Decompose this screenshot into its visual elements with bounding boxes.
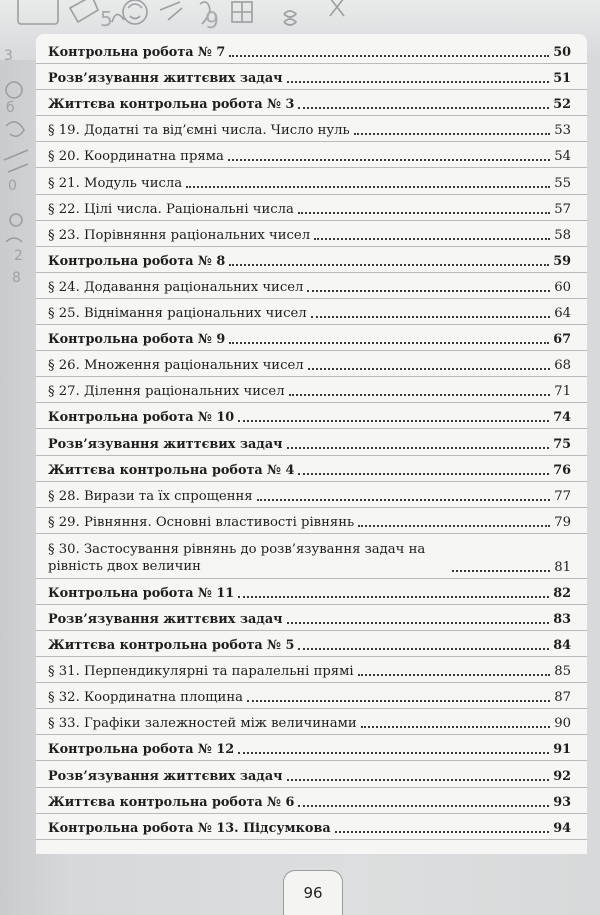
toc-entry-title: § 27. Ділення раціональних чисел — [48, 384, 285, 400]
toc-entry-title: Контрольна робота № 9 — [48, 332, 226, 348]
toc-entry-page: 60 — [554, 279, 571, 295]
dot-leader — [311, 315, 551, 318]
toc-entry-title: § 20. Координатна пряма — [48, 149, 224, 165]
toc-entry — [36, 38, 587, 64]
dot-leader — [238, 595, 549, 598]
toc-entry-page: 87 — [554, 690, 571, 706]
toc-entry — [36, 657, 587, 683]
toc-entry — [36, 605, 587, 631]
toc-entry-page: 71 — [554, 384, 571, 400]
toc-entry-page: 58 — [554, 227, 571, 243]
toc-entry-title: Контрольна робота № 13. Підсумкова — [48, 820, 331, 836]
toc-entry — [36, 429, 587, 455]
toc-entry-title: § 21. Модуль числа — [48, 175, 183, 191]
toc-entry-title: Розв’язування життєвих задач — [48, 611, 283, 627]
dot-leader — [354, 132, 550, 135]
toc-entry-page: 94 — [553, 820, 571, 836]
toc-entry — [36, 299, 587, 325]
toc-entry-title: § 28. Вирази та їх спрощення — [48, 488, 253, 504]
dot-leader — [186, 185, 550, 188]
toc-entry-title: Контрольна робота № 10 — [48, 410, 235, 426]
svg-text:5: 5 — [100, 7, 113, 31]
dot-leader — [298, 647, 549, 650]
toc-list — [36, 38, 587, 840]
dot-leader — [358, 524, 550, 527]
toc-entry-page: 75 — [553, 436, 571, 452]
toc-entry-title: Розв’язування життєвих задач — [48, 71, 283, 87]
dot-leader — [229, 341, 549, 344]
dot-leader — [287, 621, 550, 624]
dot-leader — [238, 419, 549, 422]
toc-entry-title: Життєва контрольна робота № 4 — [48, 462, 295, 478]
toc-entry — [36, 325, 587, 351]
toc-entry-title: § 33. Графіки залежностей між величинами — [48, 716, 357, 732]
dot-leader — [308, 367, 551, 370]
toc-entry — [36, 788, 587, 814]
toc-entry-page: 67 — [553, 332, 571, 348]
toc-entry-page: 91 — [553, 742, 571, 758]
toc-entry-page: 82 — [553, 585, 571, 601]
dot-leader — [314, 237, 550, 240]
toc-entry-title: § 25. Віднімання раціональних чисел — [48, 306, 307, 322]
toc-entry-page: 64 — [554, 306, 571, 322]
toc-entry — [36, 168, 587, 194]
toc-entry-title: Контрольна робота № 8 — [48, 253, 226, 269]
toc-entry — [36, 221, 587, 247]
toc-entry — [36, 403, 587, 429]
toc-entry-title: § 32. Координатна площина — [48, 690, 243, 706]
dot-leader — [298, 804, 549, 807]
toc-entry-title: Контрольна робота № 7 — [48, 45, 226, 61]
toc-entry-page: 76 — [553, 462, 571, 478]
dot-leader — [247, 699, 550, 702]
svg-text:б: б — [6, 100, 15, 116]
toc-entry-page: 79 — [554, 514, 571, 530]
toc-entry-page: 81 — [554, 559, 571, 575]
toc-entry — [36, 508, 587, 534]
toc-entry-page: 68 — [554, 358, 571, 374]
toc-entry-page: 84 — [553, 638, 571, 654]
toc-entry-title: § 31. Перпендикулярні та паралельні прямі — [48, 664, 354, 680]
svg-text:2: 2 — [14, 248, 23, 264]
dot-leader — [238, 751, 549, 754]
toc-entry — [36, 814, 587, 840]
toc-entry-title: Контрольна робота № 12 — [48, 742, 235, 758]
svg-text:3: 3 — [4, 48, 13, 64]
toc-entry-title: Розв’язування життєвих задач — [48, 768, 283, 784]
toc-entry-page: 51 — [553, 71, 571, 87]
dot-leader — [298, 211, 550, 214]
dot-leader — [335, 830, 550, 833]
table-of-contents — [36, 34, 587, 854]
toc-entry-page: 50 — [553, 45, 571, 61]
toc-entry-title: Розв’язування життєвих задач — [48, 436, 283, 452]
dot-leader — [229, 263, 549, 266]
dot-leader — [257, 498, 551, 501]
svg-text:0: 0 — [8, 178, 17, 194]
toc-entry — [36, 683, 587, 709]
toc-entry — [36, 579, 587, 605]
toc-entry-title: § 30. Застосування рівнянь до розв’язування задач на рівність двох величин — [48, 541, 426, 574]
toc-entry-title: § 26. Множення раціональних чисел — [48, 358, 304, 374]
toc-entry — [36, 116, 587, 142]
decorative-side-illustration — [0, 30, 36, 330]
toc-entry-page: 90 — [554, 716, 571, 732]
toc-entry-page: 93 — [553, 794, 571, 810]
toc-entry — [36, 142, 587, 168]
toc-entry-title: Життєва контрольна робота № 6 — [48, 794, 295, 810]
toc-entry-title: § 29. Рівняння. Основні властивості рівнянь — [48, 514, 355, 530]
toc-entry — [36, 482, 587, 508]
toc-entry — [36, 273, 587, 299]
toc-entry-page: 74 — [553, 410, 571, 426]
toc-entry-page: 54 — [554, 149, 571, 165]
toc-entry-page: 57 — [554, 201, 571, 217]
toc-entry — [36, 351, 587, 377]
toc-entry-title: § 24. Додавання раціональних чисел — [48, 279, 304, 295]
toc-entry — [36, 631, 587, 657]
toc-entry-page: 77 — [554, 488, 571, 504]
toc-entry-title: § 19. Додатні та від’ємні числа. Число нуль — [48, 123, 350, 139]
toc-entry-page: 55 — [554, 175, 571, 191]
toc-entry — [36, 709, 587, 735]
toc-entry — [36, 534, 587, 579]
svg-text:9: 9 — [205, 9, 219, 34]
page-number: 96 — [283, 870, 343, 915]
toc-entry-page: 85 — [554, 664, 571, 680]
dot-leader — [229, 54, 549, 57]
dot-leader — [228, 158, 550, 161]
toc-entry-title: § 22. Цілі числа. Раціональні числа — [48, 201, 294, 217]
dot-leader — [289, 393, 551, 396]
toc-entry — [36, 247, 587, 273]
dot-leader — [298, 472, 549, 475]
toc-entry — [36, 735, 587, 761]
toc-entry-page: 83 — [553, 611, 571, 627]
toc-entry — [36, 195, 587, 221]
toc-entry-page: 52 — [553, 97, 571, 113]
toc-entry-title: Контрольна робота № 11 — [48, 585, 235, 601]
toc-entry-title: Життєва контрольна робота № 3 — [48, 97, 295, 113]
toc-entry — [36, 64, 587, 90]
toc-entry — [36, 761, 587, 787]
toc-entry — [36, 377, 587, 403]
dot-leader — [287, 446, 550, 449]
toc-entry-page: 53 — [554, 123, 571, 139]
toc-entry — [36, 456, 587, 482]
dot-leader — [361, 725, 551, 728]
svg-text:8: 8 — [12, 270, 21, 286]
dot-leader — [358, 673, 551, 676]
toc-entry-title: § 23. Порівняння раціональних чисел — [48, 227, 311, 243]
dot-leader — [452, 569, 550, 572]
toc-entry — [36, 90, 587, 116]
toc-entry-title: Життєва контрольна робота № 5 — [48, 638, 295, 654]
toc-entry-page: 92 — [553, 768, 571, 784]
toc-entry-page: 59 — [553, 253, 571, 269]
dot-leader — [298, 106, 549, 109]
dot-leader — [307, 289, 550, 292]
dot-leader — [287, 80, 550, 83]
dot-leader — [287, 778, 550, 781]
